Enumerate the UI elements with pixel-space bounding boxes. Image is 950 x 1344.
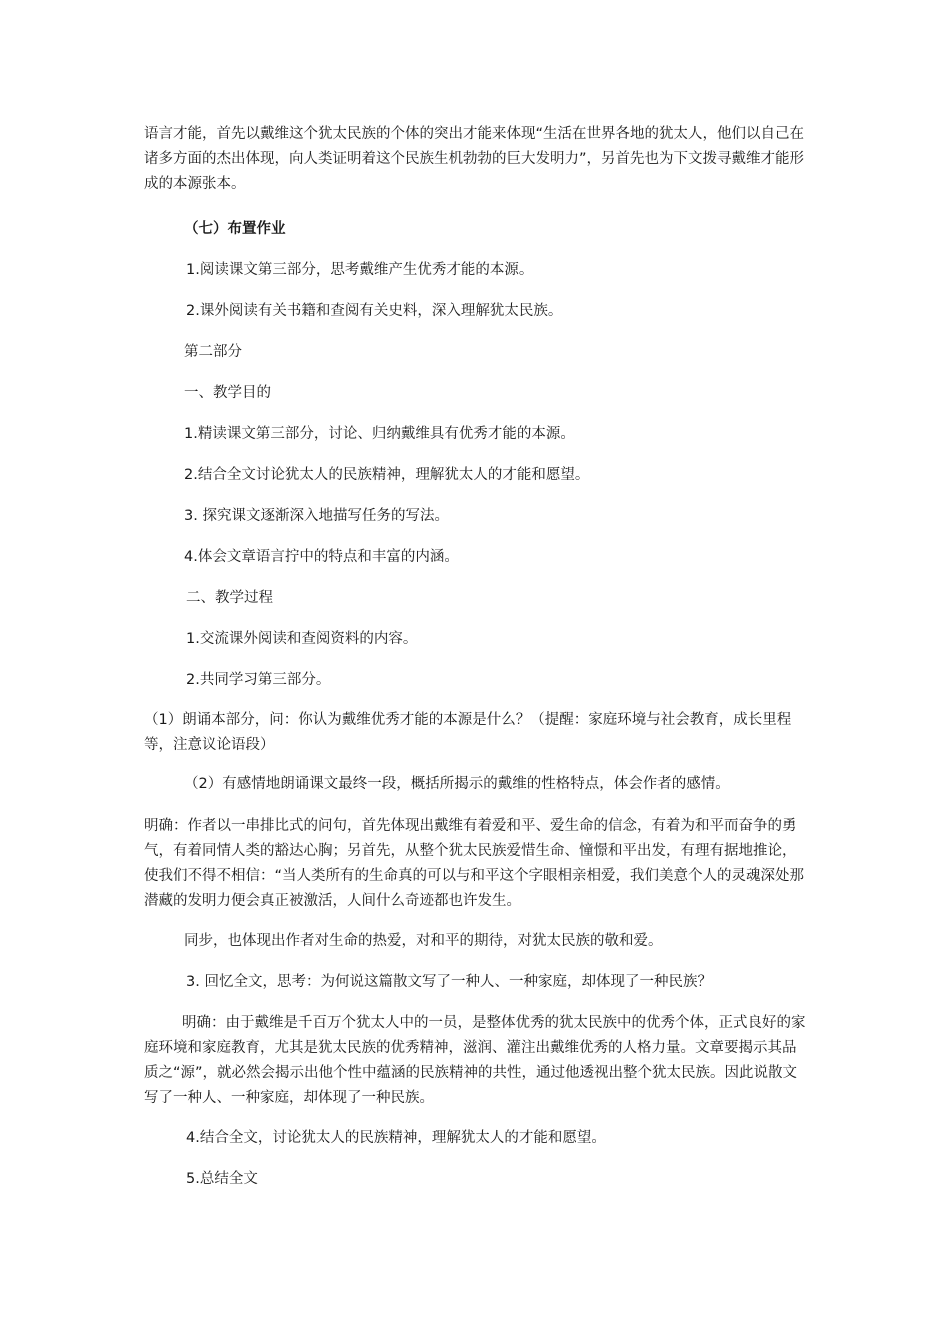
goal-item-2: 2.结合全文讨论犹太人的民族精神，理解犹太人的才能和愿望。	[184, 467, 590, 483]
homework-item-1: 1.阅读课文第三部分，思考戴维产生优秀才能的本源。	[186, 262, 534, 278]
question-2-paragraph: （2）有感情地朗诵课文最终一段，概括所揭示的戴维的性格特点，体会作者的感情。	[184, 776, 730, 792]
process-item-1: 1.交流课外阅读和查阅资料的内容。	[186, 631, 418, 647]
answer-2-paragraph: 明确：由于戴维是千百万个犹太人中的一员，是整体优秀的犹太民族中的优秀个体，正式良好的家庭环境和家庭教育，尤其是犹太民族的优秀精神，滋润、灌注出戴维优秀的人格力量。文章要揭示其品质之“源”，就必然会揭示出他个性中蕴涵的民族精神的共性，通过他透视出整个犹太民族。因此说散文写了一种人、一种家庭，却体现了一种民族。	[144, 1015, 806, 1106]
process-item-4: 4.结合全文，讨论犹太人的民族精神，理解犹太人的才能和愿望。	[186, 1130, 606, 1146]
paragraph-intro: 语言才能，首先以戴维这个犹太民族的个体的突出才能来体现“生活在世界各地的犹太人，他们以自己在诸多方面的杰出体现，向人类证明着这个民族生机勃勃的巨大发明力”，另首先也为下文拨寻戴维才能形成的本源张本。	[144, 126, 805, 192]
part-two-heading: 第二部分	[184, 344, 242, 360]
homework-item-2: 2.课外阅读有关书籍和查阅有关史料，深入理解犹太民族。	[186, 303, 563, 319]
goal-item-1: 1.精读课文第三部分，讨论、归纳戴维具有优秀才能的本源。	[184, 426, 575, 442]
process-item-5: 5.总结全文	[186, 1171, 258, 1187]
teaching-goals-heading: 一、教学目的	[184, 385, 271, 401]
goal-item-3: 3. 探究课文逐渐深入地描写任务的写法。	[184, 508, 449, 524]
question-1-paragraph: （1）朗诵本部分，问：你认为戴维优秀才能的本源是什么？（提醒：家庭环境与社会教育，成长里程等，注意议论语段）	[144, 712, 792, 753]
process-item-2: 2.共同学习第三部分。	[186, 672, 331, 688]
goal-item-4: 4.体会文章语言拧中的特点和丰富的内涵。	[184, 549, 459, 565]
section-heading-homework: （七）布置作业	[184, 221, 286, 237]
simultaneous-paragraph: 同步，也体现出作者对生命的热爱，对和平的期待，对犹太民族的敬和爱。	[184, 933, 663, 949]
process-item-3: 3. 回忆全文，思考：为何说这篇散文写了一种人、一种家庭，却体现了一种民族？	[186, 974, 712, 990]
teaching-process-heading: 二、教学过程	[186, 590, 273, 606]
answer-1-paragraph: 明确：作者以一串排比式的问句，首先体现出戴维有着爱和平、爱生命的信念，有着为和平而奋争的勇气，有着同情人类的豁达心胸；另首先，从整个犹太民族爱惜生命、憧憬和平出发，有理有据地推论，使我们不得不相信：“当人类所有的生命真的可以与和平这个字眼相亲相爱，我们美意个人的灵魂深处那潜藏的发明力便会真正被激活，人间什么奇迹都也许发生。	[144, 818, 805, 909]
